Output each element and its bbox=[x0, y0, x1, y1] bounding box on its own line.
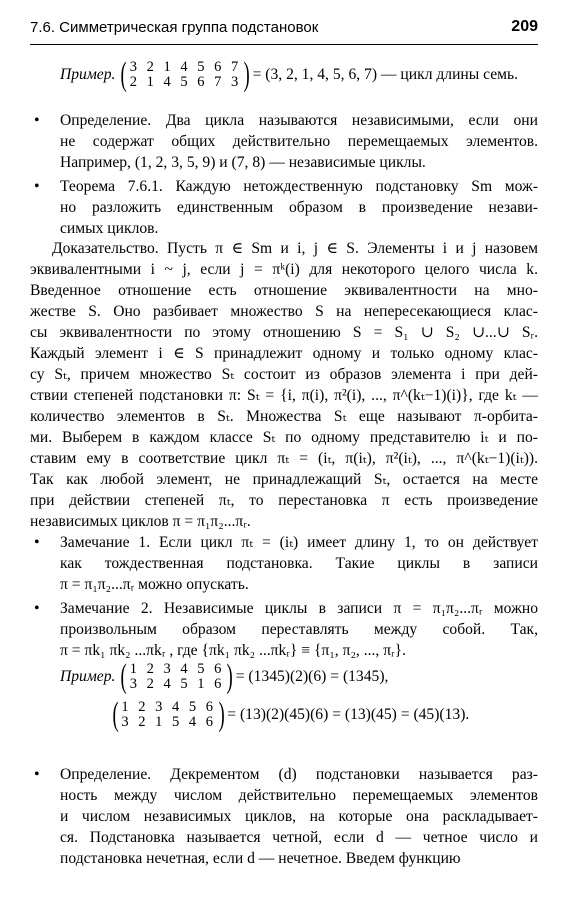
matrix-top-row: 1 2 3 4 5 6 bbox=[129, 661, 225, 677]
example-1 bbox=[60, 58, 518, 92]
text-line: независимых циклов π = π₁π₂...πᵣ. bbox=[30, 513, 251, 530]
text-line: Теорема 7.6.1. Каждую нетождественную подстановку Sm мож- bbox=[60, 178, 538, 195]
text-line: симых циклов. bbox=[60, 220, 159, 237]
bullet: • bbox=[34, 112, 40, 129]
text-line: количество элементов в Sₜ. Множества Sₜ еще называют π-орбита- bbox=[30, 408, 538, 425]
text-line: Замечание 2. Независимые циклы в записи π = π₁π₂...πᵣ можно bbox=[60, 600, 538, 617]
section-title: 7.6. Симметрическая группа подстановок bbox=[30, 19, 319, 36]
text-line: и числом независимых циклов, на которые она раскладывает- bbox=[60, 808, 538, 825]
text-line: Определение. Декрементом (d) подстановки называется раз- bbox=[60, 766, 538, 783]
example-2 bbox=[60, 660, 388, 694]
header-rule bbox=[30, 44, 538, 45]
permutation-matrix: ( 3 2 1 4 5 6 7 2 1 4 5 6 7 3 ) bbox=[120, 56, 251, 93]
bullet: • bbox=[34, 534, 40, 551]
text-line: ствии степеней подстановки π: Sₜ = {i, π(i), π²(i), ..., π^(kₜ−1)(i)}, где kₜ — bbox=[30, 387, 538, 404]
definition-1 bbox=[60, 110, 538, 173]
text-line: ми. Выберем в каждом классе Sₜ по одному представителю iₜ и по- bbox=[30, 429, 538, 446]
text-line: жестве S. Оно разбивает множество S на непересекающиеся клас- bbox=[30, 303, 538, 320]
text-line: Определение. Два цикла называются независимыми, если они bbox=[60, 112, 538, 129]
text-line: но разложить единственным образом в произведение незави- bbox=[60, 199, 538, 216]
text-line: при действии степеней πₜ, то перестановка π есть произведение bbox=[30, 492, 538, 509]
text-line: подстановка нечетная, если d — нечетное. Введем функцию bbox=[60, 850, 461, 867]
permutation-matrix: ( 1 2 3 4 5 6 3 2 1 5 4 6 ) bbox=[112, 696, 225, 733]
running-header bbox=[30, 18, 538, 36]
text-line: π = πk₁ πk₂ ...πkᵣ , где {πk₁ πk₂ ...πkᵣ} ≡ {π₁, π₂, ..., πᵣ}. bbox=[60, 642, 407, 659]
text-line: не содержат общих действительно перемещаемых элементов. bbox=[60, 133, 538, 150]
text-line: сы эквивалентности по этому отношению S = S₁ ∪ S₂ ∪...∪ Sᵣ. bbox=[30, 324, 538, 341]
example-label: Пример. bbox=[60, 668, 116, 685]
proof bbox=[30, 238, 538, 532]
remark-1 bbox=[60, 532, 538, 595]
text-line: ся. Подстановка называется четной, если d — четное число и bbox=[60, 829, 538, 846]
example-result: = (1345)(2)(6) = (1345), bbox=[235, 668, 389, 685]
example-label: Пример. bbox=[60, 66, 116, 83]
text-line: эквивалентными i ~ j, если j = πᵏ(i) для некоторого целого числа k. bbox=[30, 261, 538, 278]
text-line: Введенное отношение есть отношение эквивалентности на мно- bbox=[30, 282, 538, 299]
text-line: как тождественная подстановка. Такие циклы в записи bbox=[60, 555, 538, 572]
matrix-bottom-row: 3 2 4 5 1 6 bbox=[129, 676, 225, 692]
page-number: 209 bbox=[511, 18, 538, 35]
bullet: • bbox=[34, 766, 40, 783]
text-line: Например, (1, 2, 3, 5, 9) и (7, 8) — независимые циклы. bbox=[60, 154, 426, 171]
definition-2 bbox=[60, 764, 538, 869]
bullet: • bbox=[34, 178, 40, 195]
example-result: = (3, 2, 1, 4, 5, 6, 7) — цикл длины семь. bbox=[252, 66, 519, 83]
text-line: ставим ему в соответствие цикл πₜ = (iₜ, π(iₜ), π²(iₜ), ..., π^(kₜ−1)(iₜ)). bbox=[30, 450, 538, 467]
matrix-top-row: 1 2 3 4 5 6 bbox=[121, 699, 216, 715]
matrix-top-row: 3 2 1 4 5 6 7 bbox=[129, 59, 242, 75]
matrix-bottom-row: 3 2 1 5 4 6 bbox=[121, 714, 216, 730]
text-line: су Sₜ, причем множество Sₜ состоит из образов элемента i при дей- bbox=[30, 366, 538, 383]
theorem-7-6-1 bbox=[60, 176, 538, 239]
text-line: Так как любой элемент, не принадлежащий Sₜ, остается на месте bbox=[30, 471, 538, 488]
text-line: Доказательство. Пусть π ∈ Sm и i, j ∈ S. Элементы i и j назовем bbox=[52, 240, 538, 257]
text-line: ность между числом действительно перемещаемых элементов bbox=[60, 787, 538, 804]
matrix-bottom-row: 2 1 4 5 6 7 3 bbox=[129, 74, 242, 90]
permutation-matrix: ( 1 2 3 4 5 6 3 2 4 5 1 6 ) bbox=[120, 658, 234, 695]
text-line: π = π₁π₂...πᵣ можно опускать. bbox=[60, 576, 249, 593]
example-result: = (13)(2)(45)(6) = (13)(45) = (45)(13). bbox=[227, 706, 470, 723]
example-3 bbox=[110, 698, 469, 732]
bullet: • bbox=[34, 600, 40, 617]
text-line: Замечание 1. Если цикл πₜ = (iₜ) имеет длину 1, то он действует bbox=[60, 534, 538, 551]
text-line: произвольным образом переставлять между собой. Так, bbox=[60, 621, 538, 638]
remark-2 bbox=[60, 598, 538, 661]
text-line: Каждый элемент i ∈ S принадлежит одному и только одному клас- bbox=[30, 345, 538, 362]
